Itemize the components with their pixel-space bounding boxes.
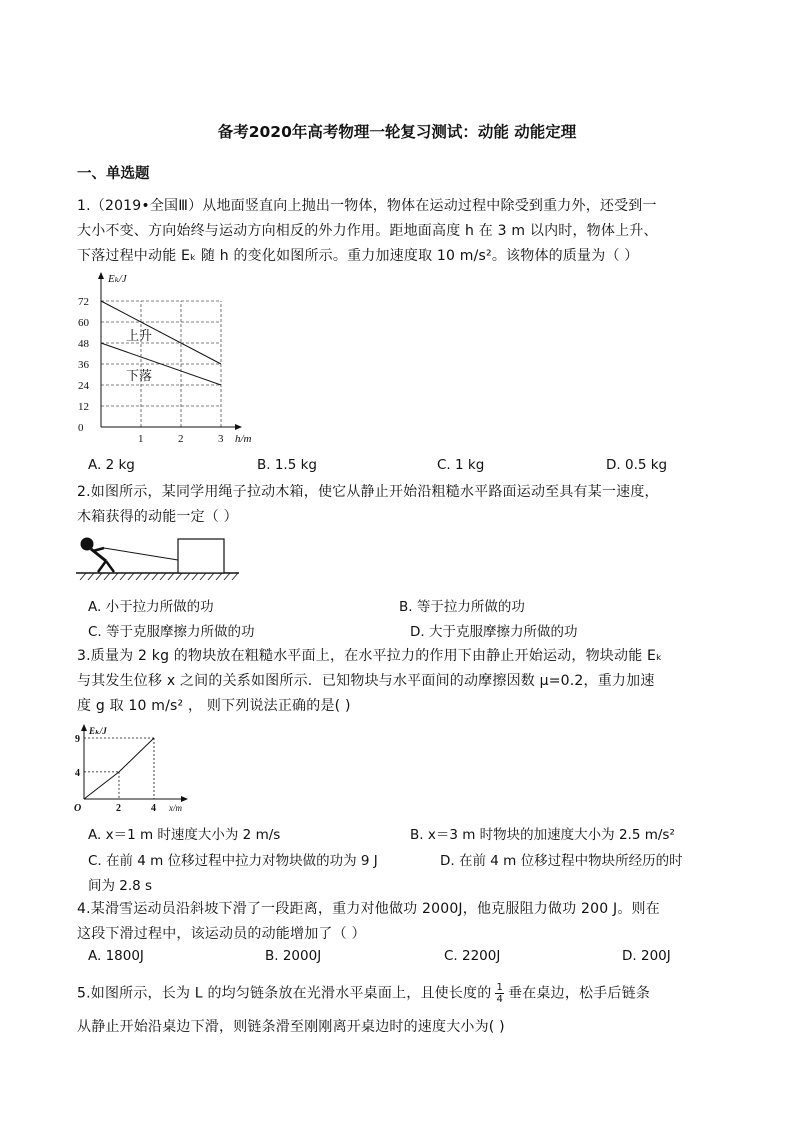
q2-option-c[interactable]: C. 等于克服摩擦力所做的功 bbox=[88, 624, 255, 640]
y-axis-label: Eₖ/J bbox=[89, 726, 107, 736]
q5-line-1-a: 5.如图所示，长为 L 的均匀链条放在光滑水平桌面上，且使长度的 bbox=[77, 985, 492, 1002]
page-title: 备考2020年高考物理一轮复习测试：动能 动能定理 bbox=[217, 123, 577, 141]
q1-line-3: 下落过程中动能 Eₖ 随 h 的变化如图所示。重力加速度取 10 m/s²。该物体的质量为（ ） bbox=[77, 248, 639, 264]
q3-option-b[interactable]: B. x＝3 m 时物块的加速度大小为 2.5 m/s² bbox=[410, 827, 675, 843]
figure-pulling-box bbox=[74, 532, 244, 582]
q1-option-b[interactable]: B. 1.5 kg bbox=[257, 457, 317, 473]
q3-line-1: 3.质量为 2 kg 的物块放在粗糙水平面上，在水平拉力的作用下由静止开始运动，物块动能 Eₖ bbox=[77, 648, 663, 664]
y-tick-label: 12 bbox=[78, 401, 89, 413]
rope bbox=[104, 548, 178, 560]
x-tick-label: 4 bbox=[151, 803, 156, 814]
y-tick-label: 72 bbox=[78, 296, 89, 308]
x-axis-label: h/m bbox=[235, 433, 252, 445]
series-label: 上升 bbox=[126, 328, 153, 343]
y-tick-label: 60 bbox=[78, 317, 89, 329]
fraction bbox=[495, 982, 504, 1005]
q4-option-d[interactable]: D. 200J bbox=[622, 948, 671, 964]
q2-option-a[interactable]: A. 小于拉力所做的功 bbox=[88, 599, 214, 615]
origin-label: O bbox=[74, 803, 82, 814]
chart-ek-vs-h bbox=[70, 268, 270, 448]
q4-option-a[interactable]: A. 1800J bbox=[88, 948, 144, 964]
y-tick-label: 0 bbox=[78, 422, 84, 434]
q5-line-1-b: 垂在桌边，松手后链条 bbox=[508, 985, 651, 1002]
y-tick-label: 9 bbox=[75, 734, 80, 745]
q4-line-2: 这段下滑过程中，该运动员的动能增加了（ ） bbox=[77, 926, 366, 942]
ground bbox=[76, 573, 239, 580]
x-tick-label: 2 bbox=[116, 803, 121, 814]
q5-line-1 bbox=[77, 982, 650, 1005]
fraction-denominator: 4 bbox=[496, 994, 504, 1005]
y-tick-label: 48 bbox=[78, 338, 89, 350]
q1-option-a[interactable]: A. 2 kg bbox=[88, 457, 135, 473]
chart-ek-vs-x bbox=[74, 722, 194, 814]
wooden-box bbox=[178, 539, 224, 573]
q1-line-1: 1.（2019•全国Ⅲ）从地面竖直向上抛出一物体，物体在运动过程中除受到重力外，还受到一 bbox=[77, 198, 657, 214]
x-tick-label: 3 bbox=[218, 433, 224, 445]
q3-line-2: 与其发生位移 x 之间的关系如图所示．已知物块与水平面间的动摩擦因数 μ=0.2，重力加速 bbox=[77, 673, 655, 689]
q1-option-c[interactable]: C. 1 kg bbox=[437, 457, 485, 473]
q2-option-d[interactable]: D. 大于克服摩擦力所做的功 bbox=[410, 624, 578, 640]
q3-option-a[interactable]: A. x＝1 m 时速度大小为 2 m/s bbox=[88, 827, 281, 843]
q3-line-3: 度 g 取 10 m/s² ， 则下列说法正确的是( ) bbox=[77, 698, 351, 714]
x-tick-label: 2 bbox=[178, 433, 184, 445]
fraction-numerator: 1 bbox=[496, 982, 504, 993]
y-tick-label: 36 bbox=[78, 359, 89, 371]
q2-line-1: 2.如图所示，某同学用绳子拉动木箱，使它从静止开始沿粗糙水平路面运动至具有某一速度， bbox=[77, 484, 659, 500]
x-axis-arrow bbox=[235, 424, 242, 430]
series-label: 下落 bbox=[126, 368, 153, 383]
q2-option-b[interactable]: B. 等于拉力所做的功 bbox=[399, 599, 525, 615]
y-axis-arrow bbox=[98, 272, 104, 279]
person-figure bbox=[81, 538, 115, 573]
x-axis-arrow bbox=[181, 796, 188, 802]
q4-line-1: 4.某滑雪运动员沿斜坡下滑了一段距离，重力对他做功 2000J，他克服阻力做功 200 J。则在 bbox=[77, 901, 660, 917]
q4-option-b[interactable]: B. 2000J bbox=[265, 948, 322, 964]
q2-line-2: 木箱获得的动能一定（ ） bbox=[77, 509, 238, 525]
q3-option-d[interactable]: D. 在前 4 m 位移过程中物块所经历的时 bbox=[440, 853, 683, 869]
q4-option-c[interactable]: C. 2200J bbox=[444, 948, 501, 964]
y-tick-label: 24 bbox=[78, 380, 89, 392]
y-axis-arrow bbox=[81, 724, 87, 731]
y-axis-label: Eₖ/J bbox=[108, 273, 127, 285]
y-tick-label: 4 bbox=[75, 767, 80, 779]
q1-line-2: 大小不变、方向始终与运动方向相反的外力作用。距地面高度 h 在 3 m 以内时，物体上升、 bbox=[77, 223, 658, 239]
x-axis-label: x/m bbox=[169, 803, 182, 813]
q3-option-c[interactable]: C. 在前 4 m 位移过程中拉力对物块做的功为 9 J bbox=[88, 853, 378, 869]
section-heading: 一、单选题 bbox=[77, 166, 150, 182]
x-tick-label: 1 bbox=[138, 433, 144, 445]
q5-line-2: 从静止开始沿桌边下滑，则链条滑至刚刚离开桌边时的速度大小为( ) bbox=[77, 1019, 505, 1035]
q1-option-d[interactable]: D. 0.5 kg bbox=[606, 457, 668, 473]
series-line-1 bbox=[101, 301, 221, 364]
q3-option-d-cont: 间为 2.8 s bbox=[88, 878, 153, 894]
